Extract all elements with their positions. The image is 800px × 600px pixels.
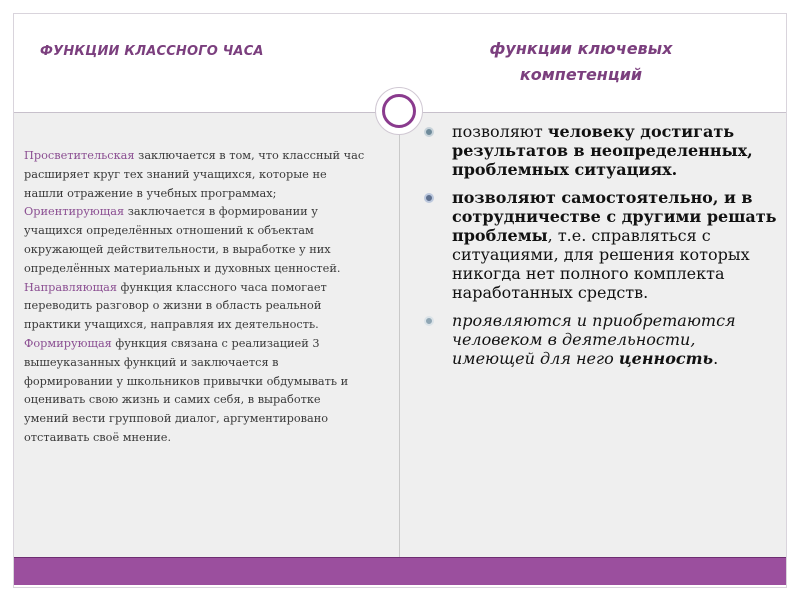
text-line: отстаивать своё мнение. (24, 430, 172, 444)
text-line (24, 279, 400, 298)
list-item (418, 188, 780, 302)
text-line (24, 335, 400, 354)
right-title (446, 36, 716, 88)
ring-inner (382, 94, 416, 128)
text-line (24, 147, 400, 166)
item-text-end: . (713, 349, 719, 368)
item-text-bold-italic: ценность (618, 349, 714, 368)
term-directing: Направляющая (24, 280, 117, 294)
right-title-line2: компетенций (519, 65, 643, 84)
bullet-icon (424, 316, 434, 326)
item-text-bold: позволяют самостоятельно, и в сотрудничестве с другими решать проблемы (452, 188, 777, 245)
right-title-line1: функции ключевых (489, 39, 673, 58)
text-line: умений вести групповой диалог, аргументировано (24, 412, 329, 426)
item-text-italic: проявляются и приобретаются человеком в деятельности, имеющей для него (452, 311, 736, 368)
text-line (24, 203, 400, 222)
item-text-bold: человеку достигать результатов в неопределенных, проблемных ситуациях. (452, 122, 753, 179)
left-title: ФУНКЦИИ КЛАССНОГО ЧАСА (40, 44, 264, 59)
item-text-rest: , т.е. справляться с ситуациями, для решения которых никогда нет полного комплекта наработанных средств. (452, 226, 750, 302)
text-line: практики учащихся, направляя их деятельность. (24, 318, 319, 332)
ring-ornament-icon (375, 87, 423, 135)
term-forming: Формирующая (24, 336, 112, 350)
text-line: оценивать свою жизнь и самих себя, в выработке (24, 393, 321, 407)
list-item (418, 122, 780, 179)
text-line: формировании у школьников привычки обдумывать и (24, 374, 349, 388)
list-item (418, 311, 780, 368)
left-column-text (24, 147, 400, 448)
text-line: переводить разговор о жизни в область реальной (24, 299, 322, 313)
bullet-icon (424, 193, 434, 203)
text-span: заключается в том, что классный час (134, 149, 365, 162)
text-line: определённых материальных и духовных ценностей. (24, 261, 341, 275)
bullet-icon (424, 127, 434, 137)
text-line: вышеуказанных функций и заключается в (24, 355, 279, 369)
text-line: окружающей действительности, в выработке у них (24, 242, 331, 256)
term-enlightening: Просветительская (24, 149, 135, 162)
footer-bar (14, 558, 786, 585)
item-text-lead: позволяют (452, 122, 548, 141)
text-span: функция классного часа помогает (116, 280, 327, 294)
text-line: расширяет круг тех знаний учащихся, которые не (24, 167, 327, 181)
text-line: нашли отражение в учебных программах; (24, 186, 277, 200)
text-line: учащихся определённых отношений к объектам (24, 224, 314, 238)
text-span: функция связана с реализацией 3 (111, 336, 320, 350)
term-orienting: Ориентирующая (24, 205, 125, 219)
text-span: заключается в формировании у (124, 205, 318, 219)
competency-list (418, 122, 780, 377)
